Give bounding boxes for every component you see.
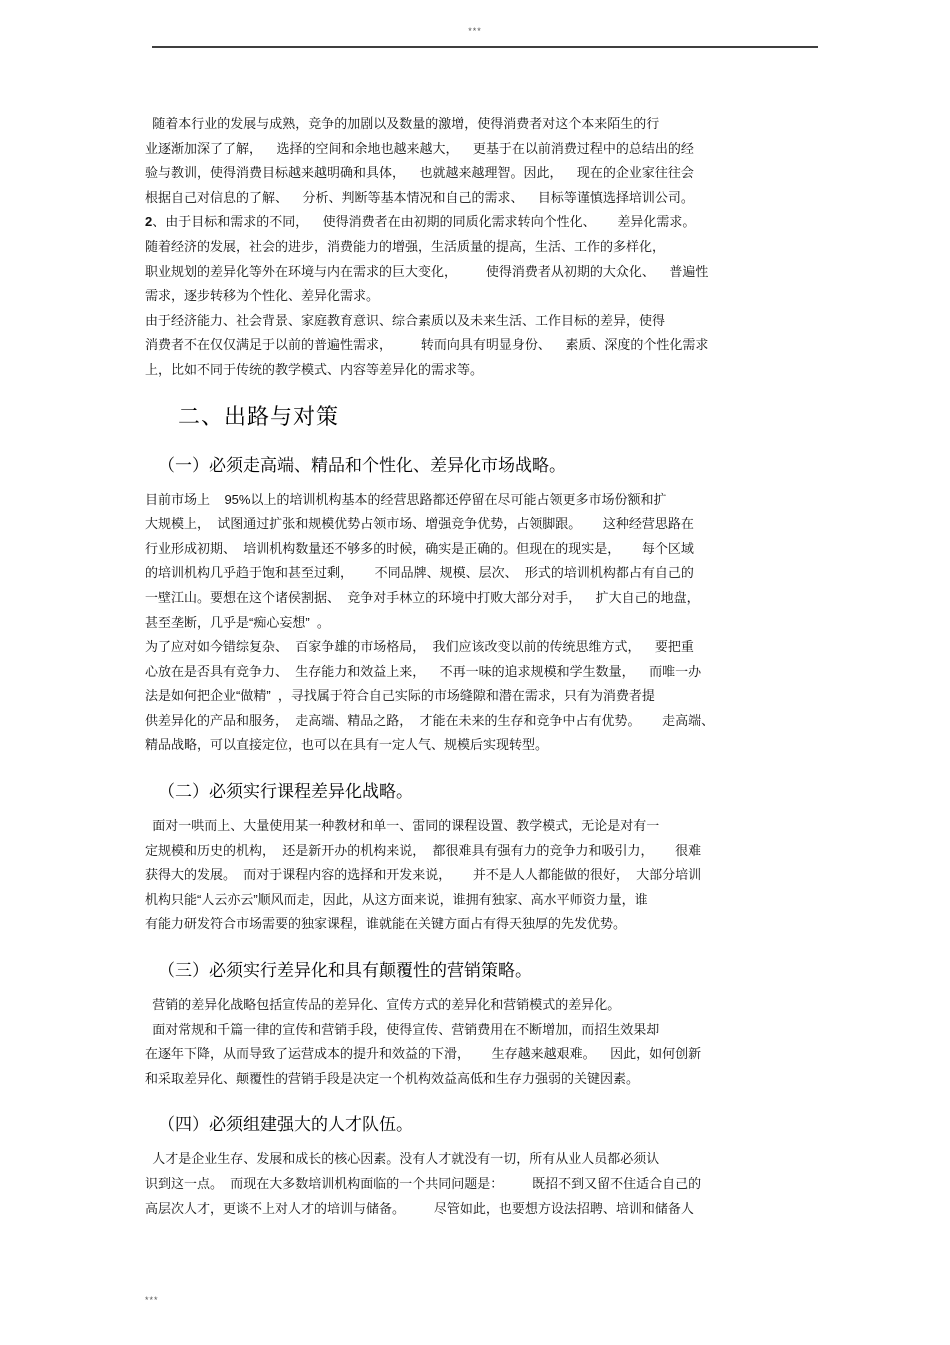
text-line: 行业形成初期、 培训机构数量还不够多的时候，确实是正确的。但现在的现实是， 每个区域 [145,540,694,556]
text-line: 识到这一点。 而现在大多数培训机构面临的一个共同问题是： 既招不到又留不住适合自己的 [145,1176,702,1191]
text-line: 业逐渐加深了了解， 选择的空间和余地也越来越大， 更基于在以前消费过程中的总结出的经 [145,140,694,156]
text-line: 根据自己对信息的了解、 分析、判断等基本情况和自己的需求、 目标等谨慎选择培训公司。 [145,189,694,205]
paragraph [145,210,821,308]
text-line: 法是如何把企业“做精” ，寻找属于符合自己实际的市场缝隙和潜在需求，只有为消费者提 [145,688,655,704]
subsection-heading: （一）必须走高端、精品和个性化、差异化市场战略。 [158,455,566,475]
page-footer-mark: *** [145,1295,159,1305]
text-line: 精品战略，可以直接定位，也可以在具有一定人气、规模后实现转型。 [145,737,549,753]
text-line: 在逐年下降，从而导致了运营成本的提升和效益的下滑， 生存越来越艰难。 因此，如何创新 [145,1046,702,1062]
bold-text-run: 2 [145,214,153,230]
paragraph [145,112,821,210]
text-line: 有能力研发符合市场需要的独家课程，谁就能在关键方面占有得天独厚的先发优势。 [145,916,627,932]
subsection-heading: （三）必须实行差异化和具有颠覆性的营销策略。 [158,961,532,981]
text-line: 甚至垄断，几乎是“痴心妄想” 。 [145,614,330,630]
page-header-mark: *** [468,26,482,36]
text-line: 机构只能“人云亦云”顺风而走，因此，从这方面来说，谁拥有独家、高水平师资力量，谁 [145,891,648,907]
text-line: 由于经济能力、社会背景、家庭教育意识、综合素质以及未来生活、工作目标的差异，使得 [145,312,666,328]
text-line: 随着经济的发展，社会的进步，消费能力的增强，生活质量的提高，生活、工作的多样化， [145,238,666,254]
text-line: 面对常规和千篇一律的宣传和营销手段，使得宣传、营销费用在不断增加，而招生效果却 [145,1021,660,1037]
text-line: 高层次人才，更谈不上对人才的培训与储备。 尽管如此，也要想方设法招聘、培训和储备人 [145,1200,694,1216]
text-line: 的培训机构几乎趋于饱和甚至过剩， 不同品牌、规模、层次、 形式的培训机构都占有自己的 [145,565,694,581]
text-line: 获得大的发展。 而对于课程内容的选择和开发来说， 并不是人人都能做的很好， 大部分培训 [145,867,702,883]
text-line: 验与教训，使得消费目标越来越明确和具体， 也就越来越理智。因此， 现在的企业家往往会 [145,165,694,181]
text-line: 大规模上， 试图通过扩张和规模优势占领市场、增强竞争优势，占领脚跟。 这种经营思路在 [145,516,694,532]
text-line: 人才是企业生存、发展和成长的核心因素。没有人才就没有一切，所有从业人员都必须认 [145,1151,660,1167]
text-line: 需求，逐步转移为个性化、差异化需求。 [145,288,380,304]
text-line: 上，比如不同于传统的教学模式、内容等差异化的需求等。 [145,361,484,377]
paragraph [145,635,821,758]
text-line: 一壁江山。要想在这个诸侯割据、 竞争对手林立的环境中打败大部分对手， 扩大自己的地盘， [145,589,700,605]
text-line: 为了应对如今错综复杂、 百家争雄的市场格局， 我们应该改变以前的传统思维方式， 要把重 [145,639,694,655]
text-line: 目前市场上 95%以上的培训机构基本的经营思路都还停留在尽可能占领更多市场份额和扩 [145,491,667,507]
paragraph [145,993,821,1091]
text-line: 面对一哄而上、大量使用某一种教材和单一、雷同的课程设置、教学模式，无论是对有一 [145,818,660,834]
section-heading: 二、出路与对策 [178,403,340,429]
paragraph [145,488,821,636]
paragraph [145,814,821,937]
text-line: 心放在是否具有竞争力、 生存能力和效益上来， 不再一味的追求规模和学生数量， 而唯一办 [145,663,702,679]
paragraph [145,309,821,383]
subsection-heading: （四）必须组建强大的人才队伍。 [158,1115,413,1135]
text-line: 职业规划的差异化等外在环境与内在需求的巨大变化， 使得消费者从初期的大众化、 普遍性 [145,263,709,279]
text-line: 随着本行业的发展与成熟，竞争的加剧以及数量的激增，使得消费者对这个本来陌生的行 [145,116,660,131]
text-run: 、由于目标和需求的不同， 使得消费者在由初期的同质化需求转向个性化、 差异化需求。 [152,214,696,230]
text-line: 和采取差异化、颠覆性的营销手段是决定一个机构效益高低和生存力强弱的关键因素。 [145,1070,640,1086]
text-line [145,210,821,235]
paragraph [145,1147,821,1221]
text-line: 营销的差异化战略包括宣传品的差异化、宣传方式的差异化和营销模式的差异化。 [145,997,621,1013]
text-line: 消费者不在仅仅满足于以前的普遍性需求， 转而向具有明显身份、 素质、深度的个性化需求 [145,337,709,353]
subsection-heading: （二）必须实行课程差异化战略。 [158,782,413,802]
header-divider-line [152,46,818,48]
document-content [145,112,821,1221]
text-line: 供差异化的产品和服务， 走高端、精品之路， 才能在未来的生存和竞争中占有优势。 走高端、 [145,712,715,728]
text-line: 定规模和历史的机构， 还是新开办的机构来说， 都很难具有强有力的竞争力和吸引力， 很难 [145,842,702,858]
